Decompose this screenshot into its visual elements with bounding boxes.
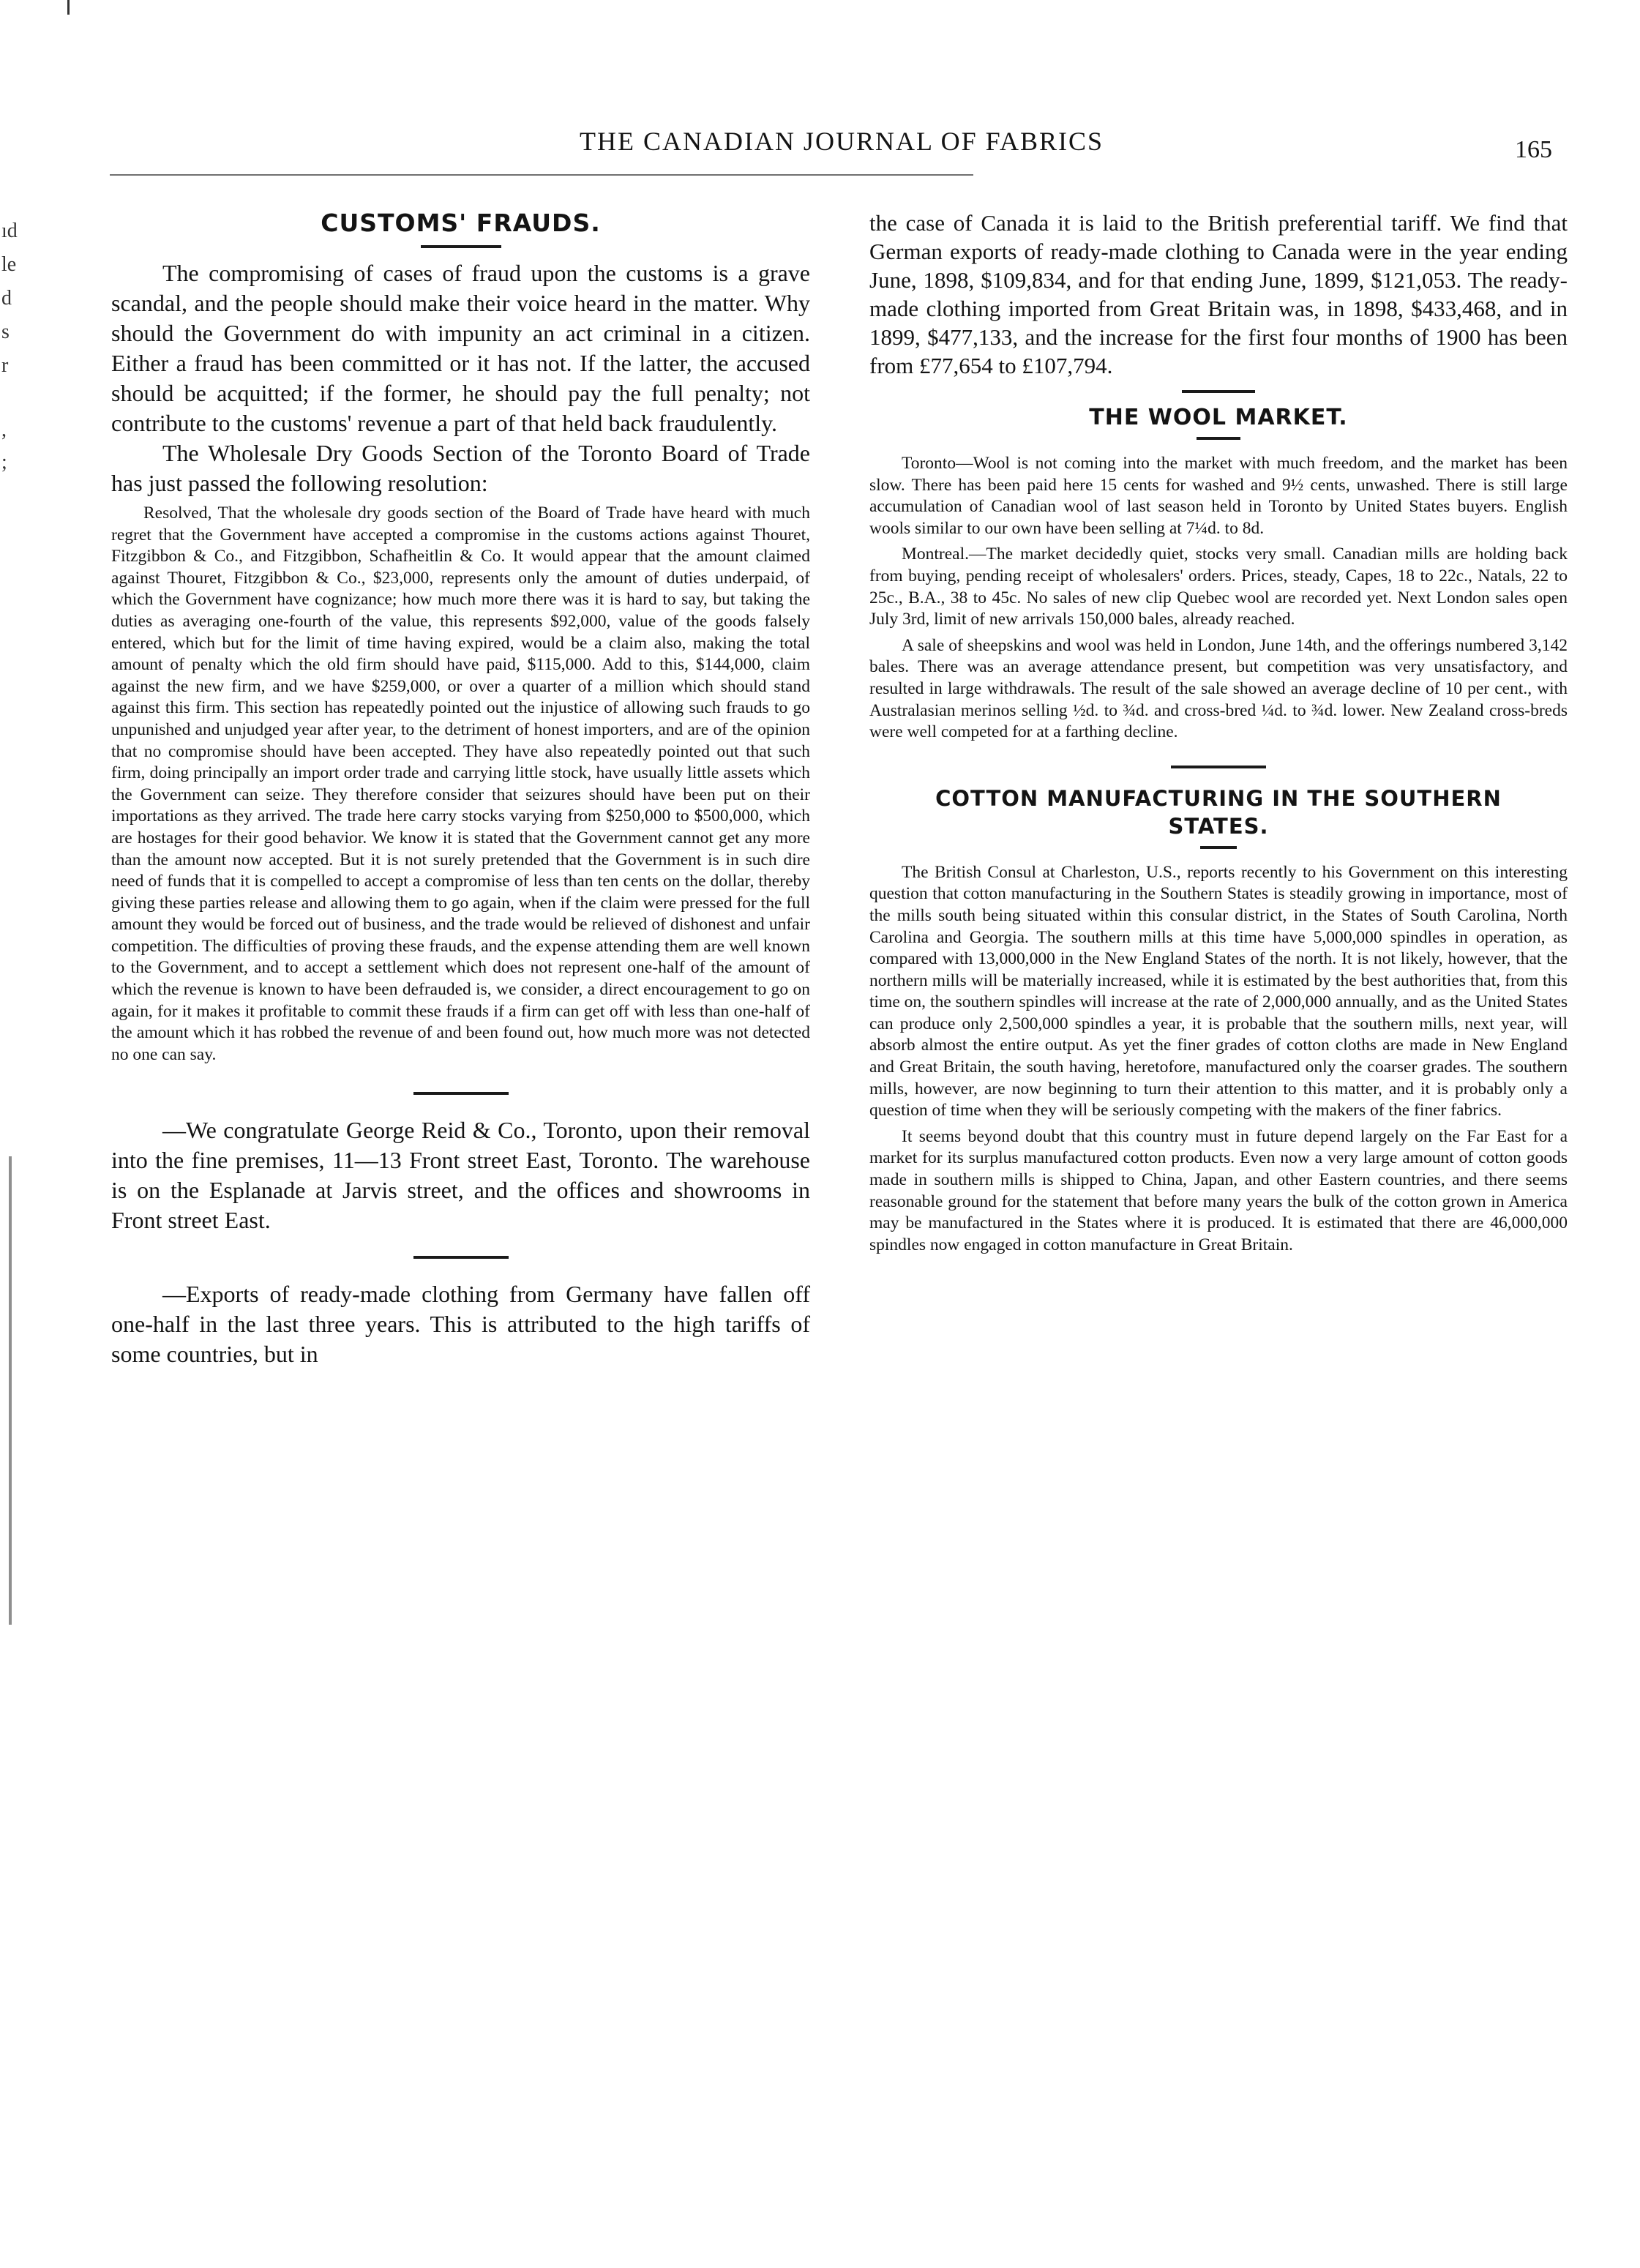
continued-paragraph: the case of Canada it is laid to the British preferential tariff. We find that German exports of ready-made clothing to Canada were in the year ending June, 1898, $109,834, and for that ending June, 1899, $121,053. The ready-made clothing imported from Great Britain was, in 1898, $433,468, and in 1899, $477,133, and the increase for the first four months of 1900 has been from £77,654 to £107,794.: [869, 210, 1568, 378]
journal-title: THE CANADIAN JOURNAL OF FABRICS: [579, 127, 1104, 156]
margin-fragment: r: [1, 354, 9, 377]
news-note: —Exports of ready-made clothing from Germany have fallen off one-half in the last three years. This is attributed to the high tariffs of some countries, but in: [111, 1281, 810, 1368]
heading-divider: [1197, 437, 1240, 440]
margin-fragment: le: [1, 253, 17, 276]
cotton-manufacturing-heading: [869, 785, 1568, 840]
wool-market-paragraph: A sale of sheepskins and wool was held in London, June 14th, and the offerings numbered 3,142 bales. There was an average attendance present, but competition was very unsatisfactory, and resulted in large withdrawals. The result of the sale showed an average decline of 10 per cent., with Australasian merinos selling ½d. to ¾d. and cross-bred ¼d. to ¾d. lower. New Zealand cross-breds were well competed for at a farthing decline.: [869, 635, 1568, 742]
cotton-heading-line-2: STATES.: [1168, 813, 1269, 839]
header-rule: [110, 174, 973, 176]
cotton-manufacturing-paragraph: The British Consul at Charleston, U.S., reports recently to his Government on this interesting question that cotton manufacturing in the Southern States is steadily growing in importance, most of the mills south being situated within this consular district, in the States of South Carolina, North Carolina and Georgia. The southern mills at this time have 5,000,000 spindles in operation, as compared with 13,000,000 in the New England States of the north. It is not likely, however, that the northern mills will be materially increased, while it is estimated by the best authorities that, from this time on, the southern spindles will increase at the rate of 2,000,000 annually, and as the United States can produce only 2,500,000 spindles a year, it is probable that the southern mills, next year, will absorb almost the entire output. As yet the finer grades of cotton cloths are made in New England and Great Britain, the south having, heretofore, manufactured only the coarser grades. The southern mills, however, are now beginning to turn their attention to this matter, and it is probably only a question of time when they will be seriously competing with the makers of the finer fabrics.: [869, 862, 1568, 1120]
margin-fragment: s: [1, 321, 10, 343]
section-divider: [1171, 766, 1266, 768]
heading-divider: [1200, 846, 1237, 849]
margin-fragment: ,: [1, 419, 7, 441]
heading-divider: [421, 245, 501, 248]
board-of-trade-resolution: Resolved, That the wholesale dry goods section of the Board of Trade have heard with much regret that the Government have accepted a compromise in the customs actions against Thouret, Fitzgibbon & Co., and Fitzgibbon, Schafheitlin & Co. It would appear that the amount claimed against Thouret, Fitzgibbon & Co., $23,000, represents only the amount of duties underpaid, of which the Government have cognizance; how much more there was it is hard to say, but taking the duties as averaging one-fourth of the value, this represents $92,000, value of the goods falsely entered, which but for the limit of time having expired, would be a claim also, making the total amount of penalty which the old firm should have paid, $115,000. Add to this, $144,000, claim against the new firm, and we have $259,000, or over a quarter of a million which should stand against this firm. This section has repeatedly pointed out the injustice of allowing such frauds to go unpunished and unjudged year after year, to the detriment of honest importers, and are of the opinion that no compromise should have been accepted. They have also repeatedly pointed out that such firm, doing principally an import order trade and carrying little stock, have usually little assets which the Government can seize. They therefore consider that seizures should have been put on their importations as they arrived. The trade here carry stocks varying from $250,000 to $500,000, which are hostages for their good behavior. We know it is stated that the Government cannot get any more than the amount now accepted. But it is not surely pretended that the Government is in such dire need of funds that it is compelled to accept a compromise of less than ten cents on the dollar, thereby giving these parties release and allowing them to go again, when if the claim were pressed for the full amount they would be forced out of business, and the trade would be relieved of dishonest and unfair competition. The difficulties of proving these frauds, and the expense attending them are well known to the Government, and to accept a settlement which does not represent one-half of the amount of which the revenue is known to have been defrauded is, we consider, a direct encouragement to go on again, for it makes it profitable to commit these frauds if a firm can get off with less than one-half of the amount which it has robbed the revenue of and been found out, how much more was not detected no one can say.: [111, 504, 810, 1064]
section-divider: [413, 1256, 509, 1259]
wool-market-paragraph: Toronto—Wool is not coming into the market with much freedom, and the market has been slow. There has been paid here 15 cents for washed and 9½ cents, unwashed. There is still large accumulation of Canadian wool of last season held in Toronto by United States buyers. English wools similar to our own have been selling at 7¼d. to 8d.: [869, 454, 1568, 538]
section-divider: [1182, 390, 1255, 393]
right-column: [869, 209, 1568, 1256]
news-note: —We congratulate George Reid & Co., Toronto, upon their removal into the fine premises, 11—13 Front street East, Toronto. The warehouse is on the Esplanade at Jarvis street, and the offices and showrooms in Front street East.: [111, 1117, 810, 1234]
left-column: [111, 209, 810, 1369]
customs-frauds-heading: CUSTOMS' FRAUDS.: [321, 209, 601, 237]
scan-mark: [67, 0, 70, 15]
scan-mark: [9, 1156, 12, 1625]
wool-market-heading: THE WOOL MARKET.: [1089, 405, 1348, 430]
cotton-manufacturing-paragraph: It seems beyond doubt that this country must in future depend largely on the Far East for a market for its surplus manufactured cotton products. Even now a very large amount of cotton goods made in southern mills is shipped to China, Japan, and other Eastern countries, and there seems reasonable ground for the statement that before many years the bulk of the cotton grown in America may be manufactured in the States where it is produced. It is estimated that there are 46,000,000 spindles now engaged in cotton manufacture in Great Britain.: [869, 1126, 1568, 1254]
cotton-heading-line-1: COTTON MANUFACTURING IN THE SOUTHERN: [935, 785, 1502, 811]
customs-frauds-paragraph: The compromising of cases of fraud upon the customs is a grave scandal, and the people should make their voice heard in the matter. Why should the Government do with impunity an act criminal in a citizen. Either a fraud has been committed or it has not. If the latter, the accused should be acquitted; if the former, he should pay the full penalty; not contribute to the customs' revenue a part of that held back fraudulently.: [111, 260, 810, 436]
page-number: 165: [1515, 136, 1552, 163]
margin-fragment: d: [1, 287, 12, 310]
wool-market-paragraph: Montreal.—The market decidedly quiet, stocks very small. Canadian mills are holding back from buying, pending receipt of wholesalers' orders. Prices, steady, Capes, 18 to 22c., Natals, 22 to 25c., B.A., 38 to 45c. No sales of new clip Quebec wool are recorded yet. Next London sales open July 3rd, limit of new arrivals 150,000 bales, already reached.: [869, 544, 1568, 629]
section-divider: [413, 1092, 509, 1095]
customs-frauds-paragraph: The Wholesale Dry Goods Section of the Toronto Board of Trade has just passed the following resolution:: [111, 440, 810, 496]
margin-fragment: ;: [1, 451, 7, 474]
margin-fragment: ıd: [1, 220, 18, 242]
